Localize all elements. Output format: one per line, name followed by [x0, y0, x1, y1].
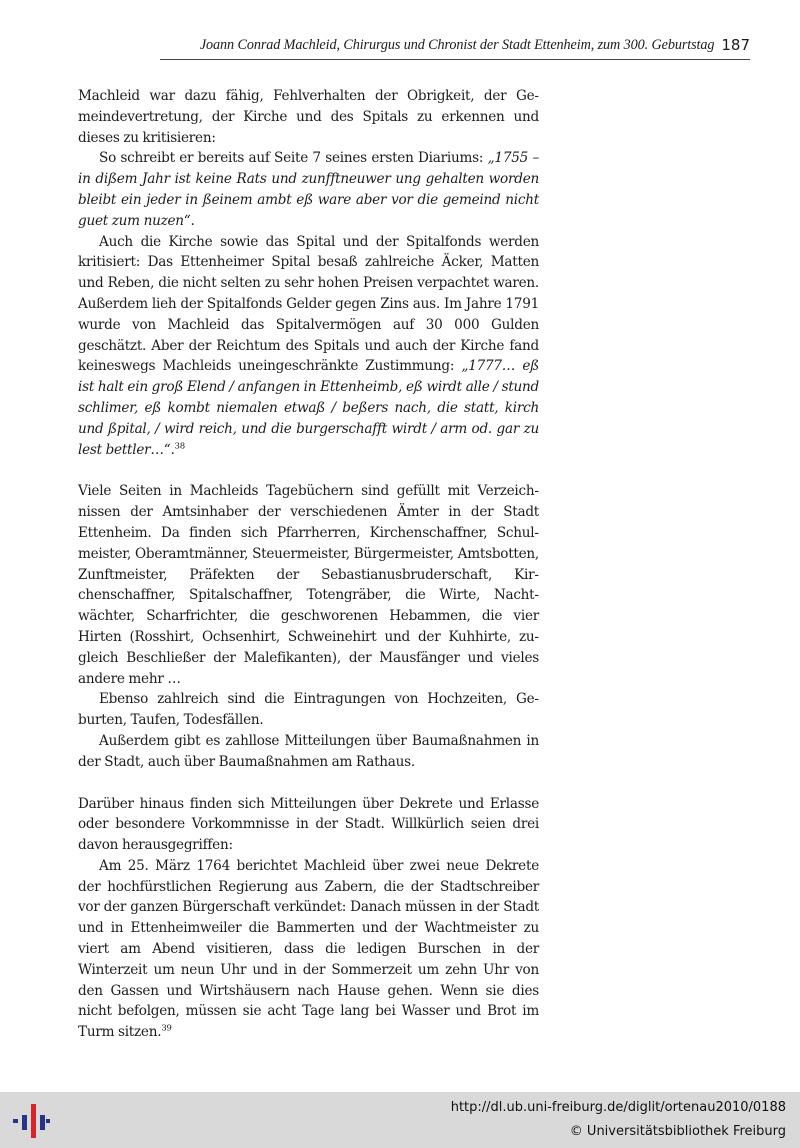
text-segment: So schreibt er bereits auf Seite 7 seines ersten Diariums: [99, 150, 488, 167]
paragraph-3 [78, 232, 539, 461]
running-header-title: Joann Conrad Machleid, Chirurgus und Chronist der Stadt Ettenheim, zum 300. Geburtstag [199, 37, 715, 53]
paragraph-4 [78, 481, 539, 689]
library-logo-icon [12, 1102, 50, 1140]
paragraph-2 [78, 148, 539, 231]
paragraph-7 [78, 794, 539, 856]
text-segment: Darüber hinaus finden sich Mitteilungen über Dekrete und Erlasse oder besondere Vorkommnisse in der Stadt. Willkürlich seien drei davon herausgegriffen: [78, 795, 539, 854]
text-segment: Viele Seiten in Machleids Tagebüchern sind gefüllt mit Verzeichnissen der Amtsinhaber der verschiedenen Ämter in der Stadt Ettenheim. Da finden sich Pfarrherren, Kirchenschaffner, Schulmeister, Oberamtmänner, Steuermeister, Bürgermeister, Amtsbotten, Zunftmeister, Präfekten der Sebastianusbruderschaft, Kirchenschaffner, Spitalschaffner, Totengräber, die Wirte, Nachtwächter, Scharfrichter, die geschworenen Hebammen, die vier Hirten (Rosshirt, Ochsenhirt, Schweinehirt und der Kuhhirte, zugleich Beschließer der Malefikanten), der Mausfänger und vieles andere mehr … [78, 483, 539, 687]
running-header [160, 37, 750, 60]
paragraph-6 [78, 731, 539, 773]
text-segment: Machleid war dazu fähig, Fehlverhalten der Obrigkeit, der Gemeindevertretung, der Kirche und des Spitals zu erkennen und dieses zu kritisieren: [78, 88, 539, 146]
footnote-ref: 38 [174, 441, 185, 452]
text-segment: Ebenso zahlreich sind die Eintragungen von Hochzeiten, Geburten, Taufen, Todesfällen. [78, 691, 539, 729]
article-body [78, 86, 539, 1043]
logo-blue-block [22, 1115, 27, 1130]
logo-blue-block-left [13, 1119, 18, 1123]
footnote-ref: 39 [161, 1023, 172, 1034]
logo-blue-block-edge [46, 1119, 50, 1123]
quotation-text: „1777… eß ist halt ein groß Elend / anfangen in Ettenheimb, eß wirdt alle / stund schlimer, eß kombt niemalen etwaß / beßers nach, die statt, kirch und ßpital, / wird reich, und die burgerschafft wirdt / arm od. gar zu lest bettler…“ [78, 358, 539, 458]
source-url-link[interactable]: http://dl.ub.uni-freiburg.de/diglit/ortenau2010/0188 [450, 1100, 786, 1115]
text-segment: Auch die Kirche sowie das Spital und der Spitalfonds werden kritisiert: Das Ettenheimer Spital besaß zahlreiche Äcker, Matten und Reben, die nicht selten zu sehr hohen Preisen verpachtet waren. Außerdem lieh der Spitalfonds Gelder gegen Zins aus. Im Jahre 1791 wurde von Machleid das Spitalvermögen auf 30 000 Gulden geschätzt. Aber der Reichtum des Spitals und auch der Kirche fand keineswegs Machleids uneingeschränkte Zustimmung: [78, 233, 539, 375]
copyright-notice: © Universitätsbibliothek Freiburg [569, 1124, 786, 1139]
paragraph-1 [78, 86, 539, 148]
logo-blue-block-right [40, 1115, 45, 1130]
logo-red-bar [31, 1104, 36, 1138]
text-segment: Außerdem gibt es zahllose Mitteilungen über Baumaßnahmen in der Stadt, auch über Baumaßnahmen am Rathaus. [78, 732, 539, 770]
text-segment: . [170, 441, 175, 458]
page-number: 187 [721, 36, 750, 54]
footer-bar [0, 1092, 800, 1148]
paragraph-8 [78, 856, 539, 1043]
text-segment: . [190, 212, 195, 229]
text-segment: Am 25. März 1764 berichtet Machleid über zwei neue Dekrete der hochfürstlichen Regierung aus Zabern, die der Stadtschreiber vor der ganzen Bürgerschaft verkündet: Danach müssen in der Stadt und in Ettenheimweiler die Bammerten und der Wachtmeister zu viert am Abend visitieren, dass die ledigen Burschen in der Winterzeit um neun Uhr und in der Sommerzeit um zehn Uhr von den Gassen und Wirtshäusern nach Hause gehen. Wenn sie dies nicht befolgen, müssen sie acht Tage lang bei Wasser und Brot im Turm sitzen. [78, 857, 539, 1041]
paragraph-5 [78, 689, 539, 731]
quotation-text: „1755 – in dißem Jahr ist keine Rats und zunfftneuwer ung gehalten worden bleibt ein jeder in ßeinem ambt eß ware aber vor die gemeind nicht guet zum nuzen“ [78, 150, 539, 229]
